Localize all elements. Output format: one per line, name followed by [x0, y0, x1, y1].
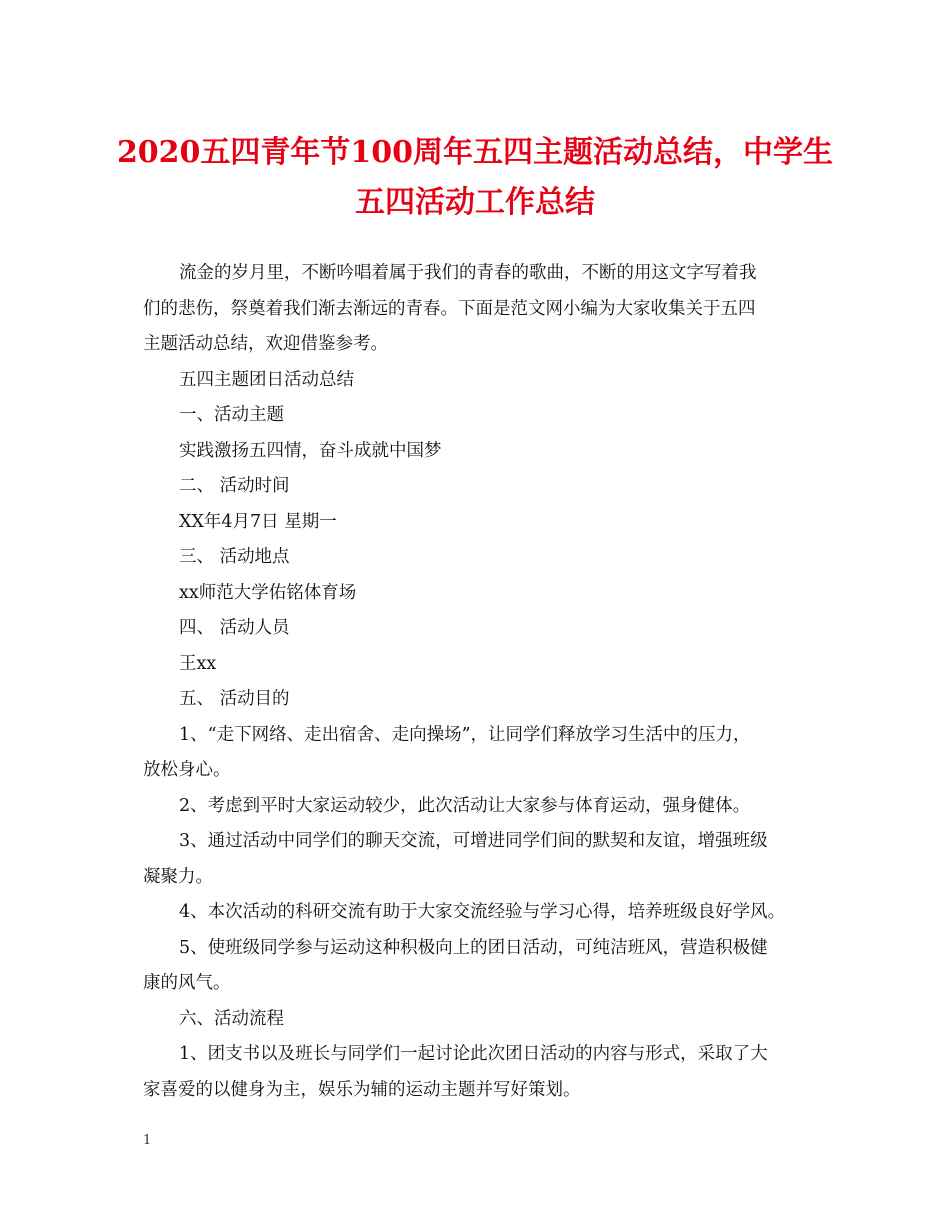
page-number: 1: [143, 1133, 152, 1148]
document-title: [100, 128, 850, 228]
text-line: 家喜爱的以健身为主，娱乐为辅的运动主题并写好策划。: [143, 1079, 581, 1100]
text-line: 5、使班级同学参与运动这种积极向上的团日活动，可纯洁班风，营造积极健: [179, 937, 768, 958]
text-line: 一、活动主题: [179, 405, 284, 425]
text-line: 五、 活动目的: [179, 689, 290, 709]
text-line: 三、 活动地点: [179, 547, 290, 567]
title-line-2: 五四活动工作总结: [355, 185, 595, 220]
text-line: 凝聚力。: [143, 866, 213, 887]
text-line: 们的悲伤，祭奠着我们渐去渐远的青春。下面是范文网小编为大家收集关于五四: [143, 298, 756, 319]
text-line: 2、考虑到平时大家运动较少，此次活动让大家参与体育运动，强身健体。: [179, 795, 751, 816]
text-line: 主题活动总结，欢迎借鉴参考。: [143, 334, 388, 354]
text-line: 康的风气。: [143, 973, 231, 993]
text-line: xx师范大学佑铭体育场: [179, 582, 357, 603]
text-line: 1、“走下网络、走出宿舍、走向操场”，让同学们释放学习生活中的压力，: [179, 724, 751, 745]
text-line: XX年4月7日 星期一: [179, 511, 337, 532]
text-line: 流金的岁月里，不断吟唱着属于我们的青春的歌曲，不断的用这文字写着我: [179, 263, 757, 283]
text-line: 3、通过活动中同学们的聊天交流，可增进同学们间的默契和友谊，增强班级: [179, 831, 768, 851]
text-line: 实践激扬五四情，奋斗成就中国梦: [179, 440, 442, 461]
text-line: 二、 活动时间: [179, 476, 290, 496]
text-line: 五四主题团日活动总结: [179, 369, 354, 390]
text-line: 王xx: [179, 653, 217, 674]
text-line: 1、团支书以及班长与同学们一起讨论此次团日活动的内容与形式，采取了大: [179, 1044, 768, 1064]
text-line: 4、本次活动的科研交流有助于大家交流经验与学习心得，培养班级良好学风。: [179, 902, 786, 922]
text-line: 四、 活动人员: [179, 618, 290, 638]
document-body: [143, 256, 828, 1108]
text-line: 放松身心。: [143, 760, 231, 780]
text-line: 六、活动流程: [179, 1008, 284, 1029]
title-line-1: 2020五四青年节100周年五四主题活动总结，中学生: [116, 135, 834, 170]
